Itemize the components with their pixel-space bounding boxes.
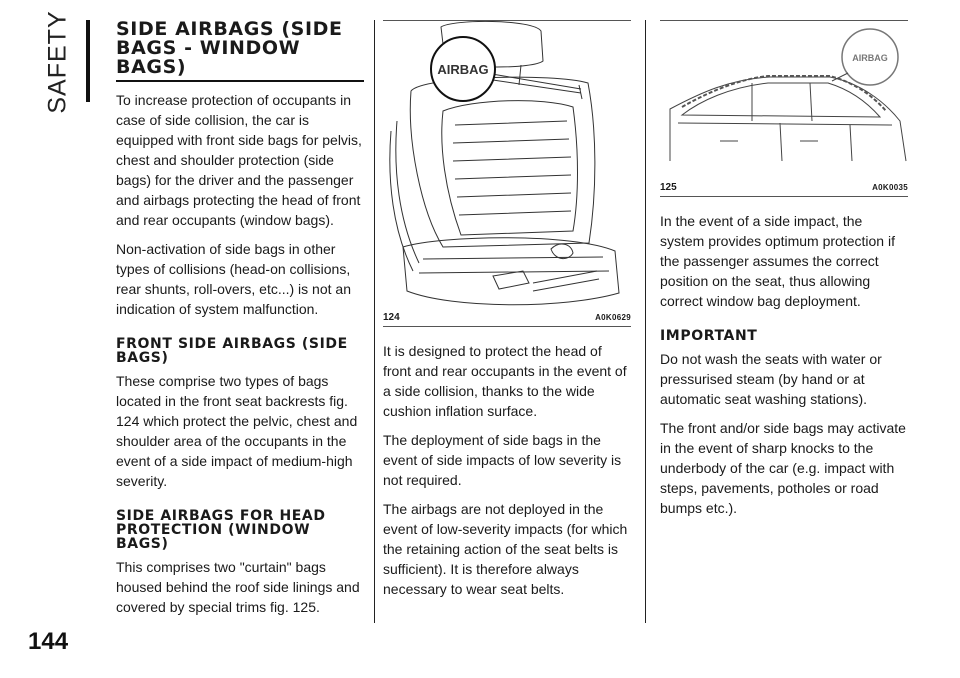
- seat-washing-paragraph: Do not wash the seats with water or pressurised steam (by hand or at automatic seat washing stations).: [660, 351, 882, 407]
- column-2: [383, 20, 631, 608]
- car-window-airbag-illustration: [660, 21, 908, 181]
- figure-124: [383, 20, 631, 311]
- section-label: [30, 10, 86, 114]
- seat-airbag-illustration: [383, 21, 631, 311]
- window-bags-heading: SIDE AIRBAGS FOR HEAD PROTECTION (WINDOW BAGS): [116, 508, 326, 552]
- column-divider-left: [374, 20, 375, 623]
- column-divider-right: [645, 20, 646, 623]
- figure-125-airbag-label: AIRBAG: [852, 53, 888, 63]
- figure-124-number: 124: [383, 312, 400, 323]
- figure-124-airbag-label: AIRBAG: [437, 62, 489, 77]
- figure-125-number: 125: [660, 182, 677, 193]
- front-side-airbags-paragraph: These comprise two types of bags located in the front seat backrests fig. 124 which protect the pelvic, chest and shoulder area of the occupants in the event of a side impact of medium-high severity.: [116, 373, 358, 489]
- figure-125-code: A0K0035: [872, 183, 908, 192]
- front-side-airbags-heading: FRONT SIDE AIRBAGS (SIDE BAGS): [116, 336, 348, 366]
- non-activation-paragraph: Non-activation of side bags in other types of collisions (head-on collisions, rear shunts, roll-overs, etc...) is not an indication of system malfunction.: [116, 241, 351, 317]
- section-label-text: SAFETY: [43, 10, 72, 114]
- seat-belt-paragraph: The airbags are not deployed in the event of low-severity impacts (for which the retaining action of the seat belts is sufficient). It is therefore always necessary to wear seat belts.: [383, 501, 628, 597]
- column-3: [660, 20, 908, 527]
- correct-position-paragraph: In the event of a side impact, the system provides optimum protection if the passenger assumes the correct position on the seat, thus allowing correct window bag deployment.: [660, 213, 895, 309]
- intro-paragraph: To increase protection of occupants in case of side collision, the car is equipped with front side bags for pelvis, chest and shoulder protection (side bags) for the driver and the passenger and airbags protecting the head of front and rear occupants (window bags).: [116, 92, 362, 228]
- window-bag-design-paragraph: It is designed to protect the head of front and rear occupants in the event of a side collision, thanks to the wide cushion inflation surface.: [383, 343, 627, 419]
- low-severity-paragraph: The deployment of side bags in the event of side impacts of low severity is not required.: [383, 432, 622, 488]
- section-tab-bar: [86, 20, 90, 102]
- window-bags-paragraph: This comprises two "curtain" bags housed behind the roof side linings and covered by special trims fig. 125.: [116, 559, 360, 615]
- figure-125-caption: [660, 181, 908, 197]
- section-title: SIDE AIRBAGS (SIDE BAGS - WINDOW BAGS): [116, 20, 364, 82]
- column-1: [116, 20, 364, 626]
- figure-124-caption: [383, 311, 631, 327]
- figure-124-code: A0K0629: [595, 313, 631, 322]
- page-number: 144: [28, 628, 69, 655]
- figure-125: [660, 20, 908, 181]
- important-heading: IMPORTANT: [660, 328, 758, 344]
- underbody-knocks-paragraph: The front and/or side bags may activate in the event of sharp knocks to the underbody of the car (e.g. impact with steps, pavements, potholes or road bumps etc.).: [660, 420, 906, 516]
